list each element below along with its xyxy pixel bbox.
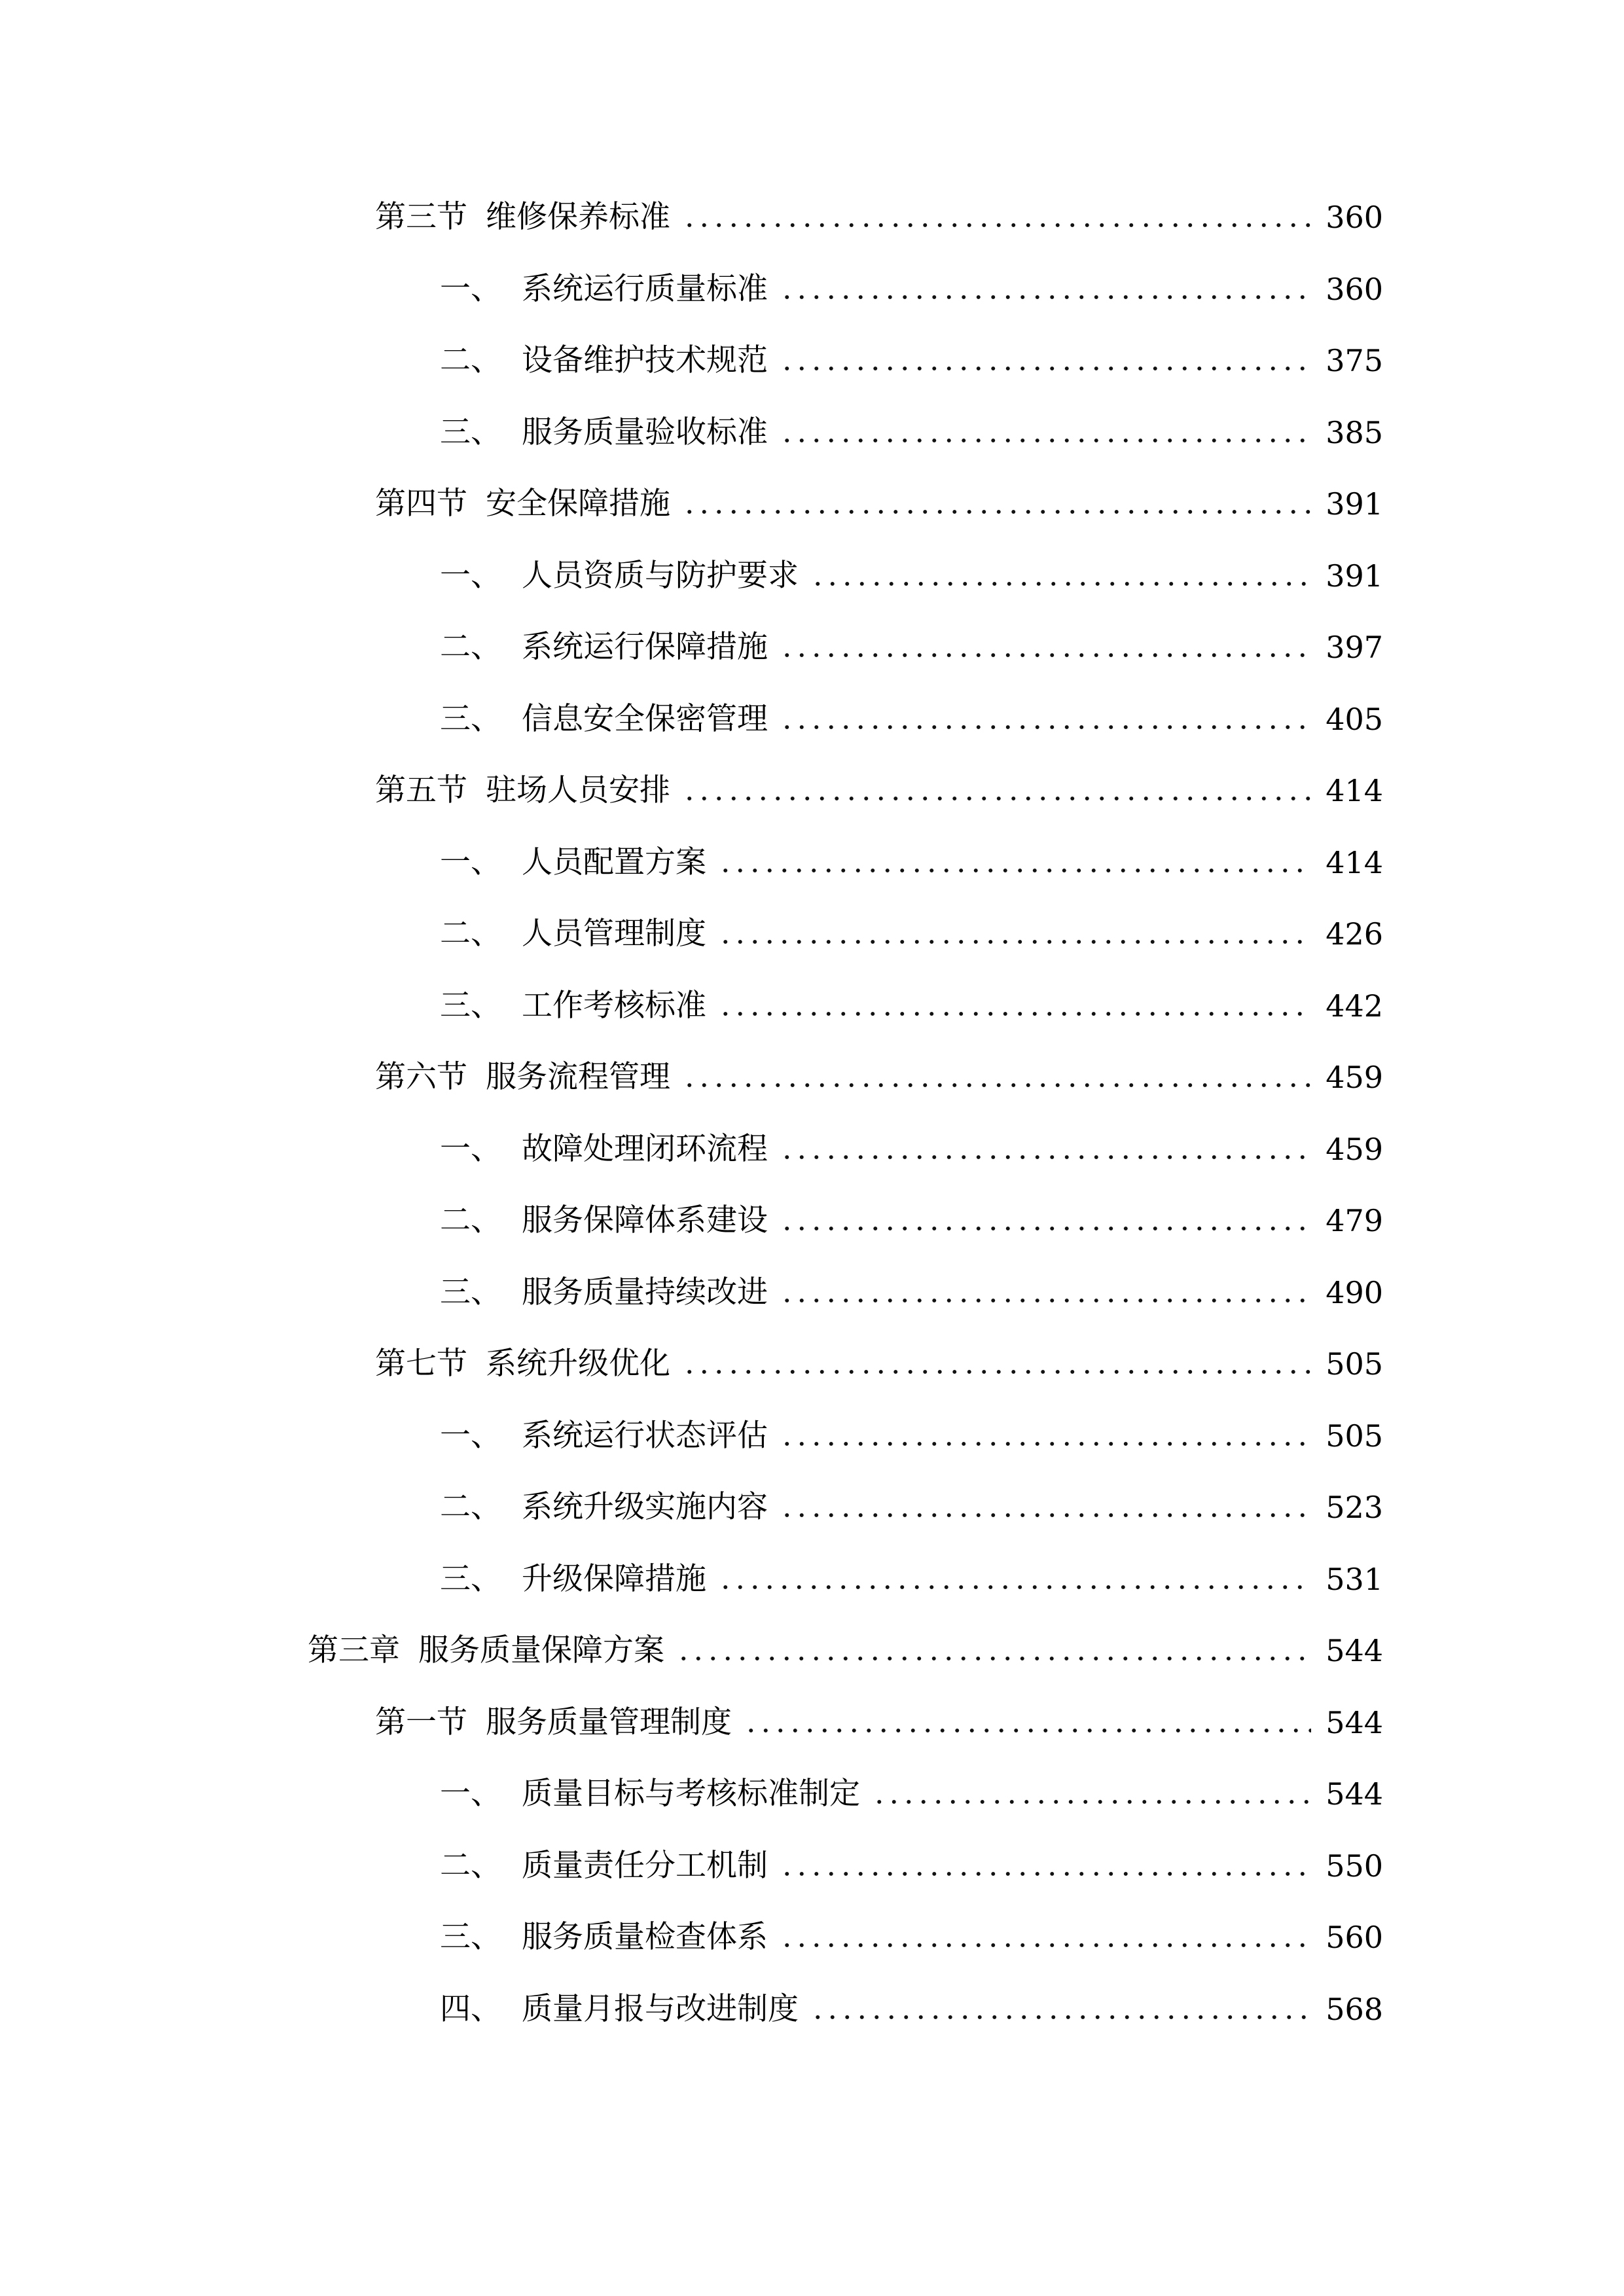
toc-entry-title: 驻场人员安排 <box>486 772 670 808</box>
toc-entry[interactable] <box>440 550 1383 602</box>
toc-page-number: 531 <box>1326 1562 1383 1597</box>
toc-dot-leader <box>777 406 1311 459</box>
toc-page-number: 544 <box>1326 1705 1383 1740</box>
toc-entry[interactable] <box>440 1266 1383 1319</box>
toc-entry-label <box>440 1481 768 1534</box>
toc-entry-label <box>440 621 768 673</box>
toc-page-number: 505 <box>1326 1346 1383 1382</box>
toc-dot-leader <box>777 621 1311 673</box>
toc-entry-number: 一、 <box>440 271 501 307</box>
toc-entry[interactable] <box>440 1768 1383 1820</box>
toc-entry-title: 质量目标与考核标准制定 <box>522 1776 860 1812</box>
toc-entry-number: 第一节 <box>375 1704 467 1740</box>
toc-entry-title: 安全保障措施 <box>486 486 670 522</box>
toc-dot-leader <box>715 1553 1311 1605</box>
toc-entry[interactable] <box>375 1338 1383 1390</box>
toc-entry-title: 服务质量持续改进 <box>522 1274 768 1310</box>
toc-entry[interactable] <box>440 980 1383 1032</box>
toc-entry-title: 信息安全保密管理 <box>522 701 768 737</box>
toc-entry-label <box>440 1768 860 1820</box>
toc-entry-title: 维修保养标准 <box>486 199 670 235</box>
toc-entry-label <box>375 1338 670 1390</box>
toc-dot-leader <box>808 550 1311 602</box>
toc-entry-number: 一、 <box>440 1776 501 1812</box>
toc-entry-number: 二、 <box>440 342 501 378</box>
toc-entry[interactable] <box>440 1553 1383 1605</box>
toc-entry[interactable] <box>375 764 1383 817</box>
toc-entry-number: 三、 <box>440 1919 501 1955</box>
toc-entry-title: 服务流程管理 <box>486 1059 670 1095</box>
toc-dot-leader <box>674 1624 1311 1677</box>
toc-entry[interactable] <box>375 1051 1383 1103</box>
toc-entry-label <box>375 1051 670 1103</box>
toc-entry[interactable] <box>440 1911 1383 1964</box>
toc-dot-leader <box>777 1481 1311 1534</box>
toc-page-number: 360 <box>1326 272 1383 307</box>
toc-entry-label <box>375 764 670 817</box>
toc-page-number: 544 <box>1326 1776 1383 1812</box>
toc-entry-label <box>308 1624 664 1677</box>
toc-dot-leader <box>715 836 1311 889</box>
toc-dot-leader <box>777 1123 1311 1175</box>
toc-page-number: 405 <box>1326 702 1383 737</box>
toc-entry[interactable] <box>440 1194 1383 1247</box>
toc-dot-leader <box>679 478 1311 530</box>
toc-entry-title: 系统运行保障措施 <box>522 629 768 665</box>
toc-entry-title: 服务质量管理制度 <box>486 1704 732 1740</box>
toc-dot-leader <box>808 1983 1311 2036</box>
toc-entry-number: 四、 <box>440 1991 501 2027</box>
toc-entry-label <box>440 836 706 889</box>
toc-entry-title: 系统升级实施内容 <box>522 1489 768 1525</box>
toc-entry-title: 质量责任分工机制 <box>522 1848 768 1884</box>
toc-entry-number: 第七节 <box>375 1346 467 1382</box>
toc-entry-title: 服务保障体系建设 <box>522 1202 768 1238</box>
toc-entry[interactable] <box>440 1123 1383 1175</box>
toc-entry-number: 三、 <box>440 414 501 450</box>
toc-entry-label <box>440 550 799 602</box>
toc-entry[interactable] <box>440 1481 1383 1534</box>
toc-entry-chapter[interactable] <box>308 1624 1383 1677</box>
toc-entry-number: 二、 <box>440 1848 501 1884</box>
toc-entry-label <box>440 1840 768 1892</box>
toc-page-number: 375 <box>1326 343 1383 378</box>
toc-entry-number: 三、 <box>440 701 501 737</box>
toc-dot-leader <box>679 1338 1311 1390</box>
toc-entry-label <box>440 1123 768 1175</box>
toc-entry-label <box>440 1553 706 1605</box>
toc-page-number: 414 <box>1326 845 1383 880</box>
toc-entry-label <box>375 1696 732 1749</box>
toc-entry-label <box>440 1983 799 2036</box>
toc-entry-label <box>440 1410 768 1462</box>
toc-entry-number: 二、 <box>440 1202 501 1238</box>
toc-entry[interactable] <box>440 693 1383 745</box>
toc-entry-number: 第四节 <box>375 486 467 522</box>
toc-entry-title: 升级保障措施 <box>522 1561 706 1597</box>
toc-entry[interactable] <box>440 621 1383 673</box>
toc-dot-leader <box>777 334 1311 387</box>
toc-entry-title: 工作考核标准 <box>522 988 706 1024</box>
toc-entry-title: 服务质量验收标准 <box>522 414 768 450</box>
toc-entry-number: 一、 <box>440 844 501 880</box>
toc-entry[interactable] <box>375 1696 1383 1749</box>
toc-dot-leader <box>715 908 1311 960</box>
toc-entry-label <box>440 1266 768 1319</box>
toc-entry-title: 质量月报与改进制度 <box>522 1991 799 2027</box>
toc-page-number: 397 <box>1326 630 1383 665</box>
toc-dot-leader <box>777 1194 1311 1247</box>
toc-entry-number: 第六节 <box>375 1059 467 1095</box>
toc-page-number: 426 <box>1326 916 1383 952</box>
toc-dot-leader <box>679 1051 1311 1103</box>
toc-dot-leader <box>679 764 1311 817</box>
toc-entry[interactable] <box>440 1840 1383 1892</box>
toc-entry-number: 一、 <box>440 558 501 594</box>
toc-entry-label <box>375 478 670 530</box>
toc-page-number: 360 <box>1326 200 1383 235</box>
toc-dot-leader <box>679 191 1311 243</box>
toc-entry-title: 服务质量保障方案 <box>418 1632 664 1668</box>
toc-entry[interactable] <box>440 1983 1383 2036</box>
toc-entry[interactable] <box>440 263 1383 315</box>
toc-page-number: 391 <box>1326 486 1383 522</box>
toc-entry[interactable] <box>375 478 1383 530</box>
toc-entry[interactable] <box>440 406 1383 459</box>
toc-entry-label <box>440 908 706 960</box>
toc-entry-number: 第三章 <box>308 1632 400 1668</box>
toc-dot-leader <box>777 263 1311 315</box>
toc-page-number: 568 <box>1326 1992 1383 2027</box>
toc-entry-label <box>440 406 768 459</box>
toc-dot-leader <box>715 980 1311 1032</box>
toc-page-number: 550 <box>1326 1848 1383 1884</box>
toc-entry-label <box>440 1194 768 1247</box>
toc-page-number: 544 <box>1326 1633 1383 1668</box>
toc-entry[interactable] <box>440 908 1383 960</box>
toc-dot-leader <box>777 693 1311 745</box>
toc-entry[interactable] <box>440 1410 1383 1462</box>
toc-entry-number: 三、 <box>440 988 501 1024</box>
toc-entry-label <box>375 191 670 243</box>
toc-page-number: 414 <box>1326 773 1383 808</box>
toc-entry-title: 系统升级优化 <box>486 1346 670 1382</box>
toc-entry-number: 二、 <box>440 1489 501 1525</box>
toc-page-number: 442 <box>1326 988 1383 1024</box>
toc-page-number: 459 <box>1326 1060 1383 1095</box>
toc-entry-number: 二、 <box>440 629 501 665</box>
toc-page-number: 523 <box>1326 1490 1383 1525</box>
toc-dot-leader <box>777 1410 1311 1462</box>
toc-entry-title: 服务质量检查体系 <box>522 1919 768 1955</box>
toc-entry-number: 第三节 <box>375 199 467 235</box>
toc-page-number: 479 <box>1326 1203 1383 1238</box>
toc-entry-number: 三、 <box>440 1561 501 1597</box>
toc-dot-leader <box>869 1768 1311 1820</box>
toc-entry-number: 一、 <box>440 1418 501 1454</box>
toc-entry[interactable] <box>440 334 1383 387</box>
toc-entry-label <box>440 263 768 315</box>
toc-entry-number: 一、 <box>440 1131 501 1167</box>
toc-entry-title: 系统运行质量标准 <box>522 271 768 307</box>
toc-entry-label <box>440 693 768 745</box>
toc-page-number: 391 <box>1326 558 1383 594</box>
toc-entry-title: 故障处理闭环流程 <box>522 1131 768 1167</box>
toc-entry-label <box>440 334 768 387</box>
toc-entry-label <box>440 980 706 1032</box>
toc-entry-number: 二、 <box>440 916 501 952</box>
toc-entry-title: 人员管理制度 <box>522 916 706 952</box>
toc-entry-number: 第五节 <box>375 772 467 808</box>
toc-page-number: 560 <box>1326 1920 1383 1955</box>
toc-entry-title: 人员配置方案 <box>522 844 706 880</box>
toc-page-number: 385 <box>1326 415 1383 450</box>
toc-entry[interactable] <box>375 191 1383 243</box>
toc-dot-leader <box>777 1266 1311 1319</box>
toc-entry-title: 人员资质与防护要求 <box>522 558 799 594</box>
toc-entry-number: 三、 <box>440 1274 501 1310</box>
toc-entry[interactable] <box>440 836 1383 889</box>
toc-page-number: 505 <box>1326 1418 1383 1454</box>
toc-entry-label <box>440 1911 768 1964</box>
toc-page-number: 459 <box>1326 1132 1383 1167</box>
toc-page-number: 490 <box>1326 1275 1383 1310</box>
toc-dot-leader <box>777 1840 1311 1892</box>
toc-dot-leader <box>777 1911 1311 1964</box>
toc-entry-title: 设备维护技术规范 <box>522 342 768 378</box>
toc-dot-leader <box>741 1696 1311 1749</box>
toc-entry-title: 系统运行状态评估 <box>522 1418 768 1454</box>
